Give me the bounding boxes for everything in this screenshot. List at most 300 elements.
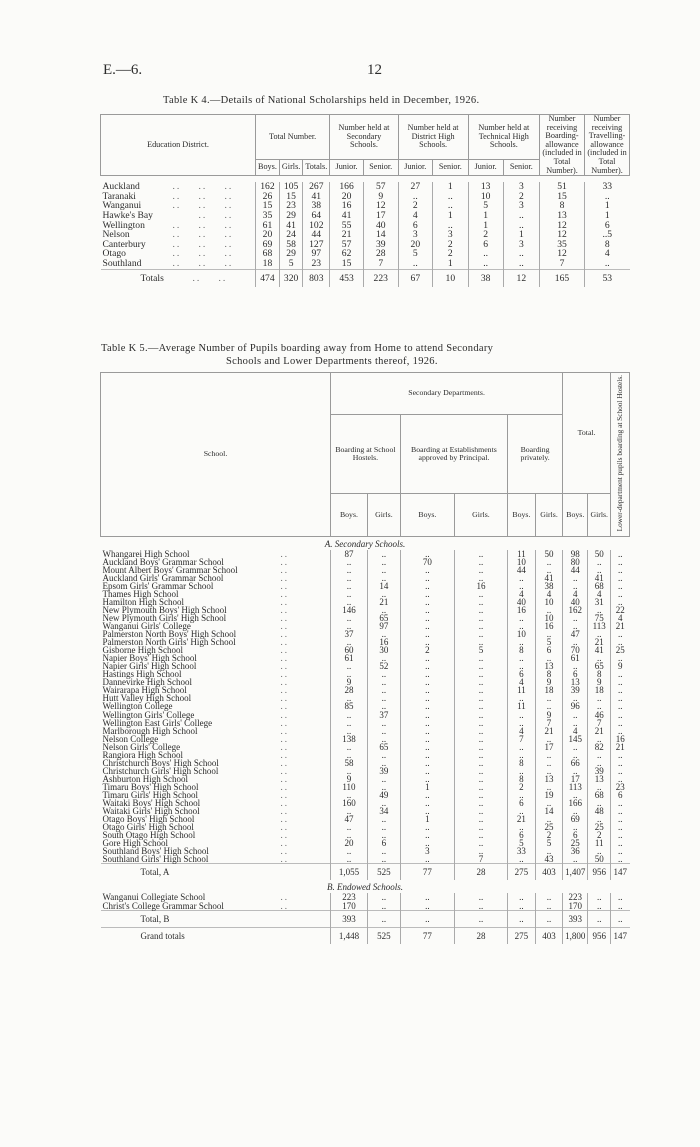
table-cell: 7 [507,735,535,743]
leader-dots: .. [280,892,289,903]
table-cell: .. [611,711,630,719]
table-cell: 39 [367,767,400,775]
table-cell: .. [611,847,630,855]
table-cell: .. [367,759,400,767]
table-cell: .. [400,686,454,694]
leader-dots: .. [280,661,289,672]
table-cell: 4 [585,249,630,259]
total-cell: 10 [433,269,469,287]
total-cell: 12 [503,269,539,287]
leader-dots: .. [224,238,234,250]
table-cell: 162 [563,606,588,614]
leader-dots: .. [224,248,234,260]
table-cell: 6 [563,670,588,678]
total-cell: 38 [468,269,503,287]
table-cell: .. [400,582,454,590]
table-cell: .. [507,654,535,662]
table-cell: 25 [611,646,630,654]
table-cell: .. [400,893,454,901]
table-cell: 4 [507,678,535,686]
table-cell: .. [400,719,454,727]
school-name: Napier Girls' High School [102,661,197,672]
table-cell: 18 [256,259,280,269]
table-cell: .. [563,582,588,590]
table-cell: .. [611,574,630,582]
table-cell: .. [503,259,539,269]
school-name: Mount Albert Boys' Grammar School [102,564,238,575]
table-cell: 4 [588,590,611,598]
table-cell: .. [611,799,630,807]
table-cell: 4 [535,590,562,598]
table-cell: .. [468,259,503,269]
table-cell: 17 [563,775,588,783]
leader-dots: .. [280,653,289,664]
table-cell: .. [454,598,507,606]
table-cell: .. [454,702,507,710]
table-cell: .. [503,221,539,231]
table-cell: 166 [563,799,588,807]
table-cell: 9 [331,678,368,686]
table-cell: .. [400,662,454,670]
leader-dots: .. [280,733,289,744]
table-cell: 47 [331,815,368,823]
table-cell: 68 [588,582,611,590]
table-cell: .. [331,582,368,590]
leader-dots: .. [280,854,289,865]
leader-dots: .. [280,725,289,736]
table-cell: 21 [611,622,630,630]
table-cell: 1 [468,211,503,221]
table-cell: 145 [563,735,588,743]
table-cell: .. [535,606,562,614]
table-cell: 11 [507,686,535,694]
table-cell: 37 [367,711,400,719]
table-cell: 58 [331,759,368,767]
table-cell: 9 [611,662,630,670]
leader-dots: .. [280,637,289,648]
table-cell: .. [507,743,535,751]
school-name: Wanganui Collegiate School [102,892,206,903]
col-travelling-allowance: Number receiving Travelling-allowance (included in Total Number). [585,115,630,176]
sub-boys: Boys. [507,494,535,536]
table-cell: .. [535,630,562,638]
table-cell: 113 [563,783,588,791]
table-cell: 223 [331,893,368,901]
table-cell: 3 [503,182,539,192]
leader-dots: .. [172,229,182,241]
table-cell: 82 [588,743,611,751]
table-cell: .. [400,622,454,630]
table-cell: 39 [363,240,398,250]
table-cell: .. [367,823,400,831]
table-cell: 65 [588,662,611,670]
sub-junior: Junior. [330,160,364,176]
table-cell: 57 [363,182,398,192]
table-cell: .. [400,638,454,646]
table-cell: 160 [331,799,368,807]
table-cell: 24 [279,230,302,240]
table-cell: 27 [398,182,432,192]
table-cell: .. [611,566,630,574]
table-cell: .. [400,630,454,638]
table-cell: .. [535,902,562,911]
table-cell: .. [507,751,535,759]
total-cell: 147 [611,927,630,944]
total-cell: 525 [367,927,400,944]
table-cell: .. [535,702,562,710]
table-cell: 9 [535,678,562,686]
leader-dots: .. [224,219,234,231]
leader-dots: .. [224,229,234,241]
total-cell: 956 [588,864,611,881]
table-cell: 41 [588,646,611,654]
leader-dots: .. [224,209,234,221]
table-cell: .. [454,767,507,775]
col-education-district: Education District. [101,115,256,176]
leader-dots: .. [280,741,289,752]
table-cell: .. [367,735,400,743]
table-cell: .. [367,670,400,678]
table-cell: 4 [507,590,535,598]
table-cell: .. [331,638,368,646]
table-cell: 4 [507,727,535,735]
sub-girls: Girls. [367,494,400,536]
sub-girls: Girls. [454,494,507,536]
table-cell: .. [563,694,588,702]
school-name: Timaru Boys' High School [102,781,199,792]
table-cell: 44 [507,566,535,574]
leader-dots: .. [280,645,289,656]
table-cell: ..5 [585,230,630,240]
leader-dots: .. [198,181,208,193]
table-cell: 2 [433,240,469,250]
table-cell: 13 [563,678,588,686]
table-cell: .. [367,815,400,823]
total-cell: 453 [330,269,364,287]
table-cell: .. [331,743,368,751]
table-cell: .. [454,847,507,855]
table-cell: .. [367,902,400,911]
table-cell: 8 [535,670,562,678]
table-cell: 4 [563,590,588,598]
table-cell: .. [331,598,368,606]
table-cell: 13 [540,211,585,221]
table-cell: .. [400,654,454,662]
table-cell: .. [367,775,400,783]
table-cell: 30 [367,646,400,654]
table-cell: .. [433,221,469,231]
total-cell: 147 [611,864,630,881]
total-cell: .. [400,910,454,927]
school-name: Wairarapa High School [102,685,187,696]
school-name: Nelson Girls' College [102,741,181,752]
table-cell: 70 [400,558,454,566]
table-cell: 20 [330,192,364,202]
table-cell: 3 [398,230,432,240]
table-cell: 8 [507,646,535,654]
school-name: Palmerston North Girls' High School [102,637,236,648]
grand-total-row [101,927,630,944]
table-cell: 14 [535,807,562,815]
table-cell: .. [400,727,454,735]
table-cell: .. [535,783,562,791]
table-cell: 17 [535,743,562,751]
table-cell: 5 [398,249,432,259]
table-cell: 85 [331,702,368,710]
total-cell: 393 [563,910,588,927]
leader-dots: .. [224,200,234,212]
table-cell: 22 [611,606,630,614]
table-cell: .. [454,893,507,901]
section-heading: A. Secondary Schools. [324,538,406,549]
table-cell: .. [454,590,507,598]
table-row [101,902,630,911]
table-cell: 1 [400,783,454,791]
table-cell: .. [454,719,507,727]
table-cell: 127 [303,240,330,250]
table-cell: 4 [398,211,432,221]
table-cell: 1 [585,201,630,211]
table-cell: .. [507,574,535,582]
table-cell: 35 [540,240,585,250]
table-cell: .. [563,662,588,670]
table-cell: .. [400,807,454,815]
table-cell: 68 [256,249,280,259]
leader-dots: .. [172,200,182,212]
leader-dots: .. [198,219,208,231]
table-cell: 12 [363,201,398,211]
table-cell: .. [367,686,400,694]
leader-dots: .. [280,604,289,615]
leader-dots: .. [280,781,289,792]
table-cell: 10 [507,630,535,638]
table-cell: 110 [331,783,368,791]
table-cell: .. [454,558,507,566]
table-cell: 23 [279,201,302,211]
table-k5 [100,372,630,944]
leader-dots: .. [280,765,289,776]
table-cell: 3 [433,230,469,240]
table-cell: .. [331,711,368,719]
total-cell: 320 [279,269,302,287]
table-cell: 7 [540,259,585,269]
table-cell: .. [331,751,368,759]
table-cell: 13 [588,775,611,783]
table-cell: 80 [563,558,588,566]
sub-boys: Boys. [331,494,368,536]
table-cell: 6 [585,221,630,231]
table-cell: 26 [256,192,280,202]
leader-dots: .. [280,564,289,575]
table-cell: .. [563,574,588,582]
table-cell: .. [507,614,535,622]
table-cell: .. [400,606,454,614]
table-cell: .. [588,799,611,807]
table-cell: 17 [363,211,398,221]
table-cell: 1 [400,815,454,823]
table-cell: .. [454,622,507,630]
table-cell: 39 [563,686,588,694]
table-cell: .. [588,751,611,759]
table-cell: 9 [535,711,562,719]
school-name: Auckland Boys' Grammar School [102,556,224,567]
col-total: Total. [563,373,611,494]
district-name: Wellington [102,219,145,231]
school-name: Epsom Girls' Grammar School [102,580,214,591]
table-cell: 69 [563,815,588,823]
school-name: Dannevirke High School [102,677,192,688]
table-cell: .. [588,893,611,901]
table-cell: .. [454,566,507,574]
school-name: Wanganui Girls' College [102,620,191,631]
total-cell: 77 [400,927,454,944]
sub-boys: Boys. [563,494,588,536]
table-cell: 50 [588,855,611,864]
table-cell: .. [331,670,368,678]
table-cell: 20 [256,230,280,240]
table-cell: .. [331,791,368,799]
table-cell: .. [563,743,588,751]
school-name: Gisborne High School [102,645,183,656]
table-cell: 31 [588,598,611,606]
leader-dots: .. [280,572,289,583]
table-cell: .. [611,678,630,686]
table-cell: 51 [540,182,585,192]
school-name: Southland Boys' High School [102,846,209,857]
table-cell: 6 [468,240,503,250]
total-cell: 1,448 [331,927,368,944]
table-cell: 50 [535,550,562,558]
table-cell: 43 [535,855,562,864]
table-k4 [100,114,630,287]
table-cell: 8 [540,201,585,211]
table-cell: 16 [611,735,630,743]
table-cell: 2 [468,230,503,240]
table-cell: 33 [507,847,535,855]
table-cell: 102 [303,221,330,231]
table-cell: .. [507,893,535,901]
table-cell: .. [611,759,630,767]
table-cell: .. [400,855,454,864]
table-cell: .. [611,775,630,783]
table-cell: 41 [535,574,562,582]
table-cell: .. [588,902,611,911]
table-cell: 37 [331,630,368,638]
col-district-high: Number held at District High Schools. [398,115,468,160]
table-cell: 13 [535,775,562,783]
table-cell: 113 [588,622,611,630]
table-cell: 75 [588,614,611,622]
table-cell: .. [563,823,588,831]
totals-label: Totals [140,272,164,284]
table-cell: 21 [535,727,562,735]
table-cell: .. [400,767,454,775]
leader-dots: .. [172,190,182,202]
table-cell: 15 [540,192,585,202]
leader-dots: .. [280,773,289,784]
table-cell: .. [454,654,507,662]
school-name: Marlborough High School [102,725,198,736]
leader-dots: .. [280,556,289,567]
table-cell: .. [433,201,469,211]
table-cell: 6 [611,791,630,799]
table-cell: .. [454,902,507,911]
leader-dots: .. [172,257,182,269]
school-name: New Plymouth Boys' High School [102,604,227,615]
table-cell: 7 [535,719,562,727]
col-secondary-schools: Number held at Secondary Schools. [330,115,398,160]
leader-dots: .. [280,846,289,857]
table-cell: .. [507,622,535,630]
total-label: Grand totals [101,927,331,944]
section-a-row [101,536,630,550]
table-cell: 18 [588,686,611,694]
table-cell: .. [454,662,507,670]
table-cell: .. [535,893,562,901]
table-cell: .. [331,727,368,735]
table-cell: .. [331,855,368,864]
table-cell: .. [367,606,400,614]
school-name: Southland Girls' High School [102,854,209,865]
table-cell: 40 [563,598,588,606]
table-cell: .. [400,566,454,574]
table-cell: .. [507,694,535,702]
table-cell: .. [454,799,507,807]
school-name: Hutt Valley High School [102,693,192,704]
table-cell: 55 [330,221,364,231]
table-cell: 34 [367,807,400,815]
table-cell: 65 [367,614,400,622]
table-cell: .. [507,823,535,831]
table-cell: 6 [507,670,535,678]
table-cell: 40 [363,221,398,231]
table-cell: .. [454,735,507,743]
total-cell: 393 [331,910,368,927]
table-cell: 170 [563,902,588,911]
table-cell: .. [611,902,630,911]
table-cell: .. [367,893,400,901]
table-cell: .. [400,598,454,606]
total-b-row [101,910,630,927]
table-cell: 41 [588,574,611,582]
table-cell: 33 [585,182,630,192]
district-name: Hawke's Bay [102,209,153,221]
table-cell: .. [611,815,630,823]
total-cell: .. [535,910,562,927]
table-cell: .. [331,823,368,831]
leader-dots: .. [280,749,289,760]
school-cell [101,902,331,911]
table-cell: .. [611,839,630,847]
table-cell: 21 [611,743,630,751]
table-cell: .. [454,791,507,799]
table-cell: .. [611,582,630,590]
table-cell: 166 [330,182,364,192]
table-cell: .. [367,574,400,582]
total-cell: 28 [454,864,507,881]
table-cell: 1 [433,182,469,192]
total-cell: 525 [367,864,400,881]
table-cell: .. [507,711,535,719]
table-cell: 6 [507,799,535,807]
table-cell: 5 [468,201,503,211]
table-cell: 16 [330,201,364,211]
district-name: Nelson [102,229,130,241]
table-cell: .. [588,759,611,767]
col-total-number: Total Number. [256,115,330,160]
table-cell: .. [454,759,507,767]
table-cell: 5 [454,646,507,654]
